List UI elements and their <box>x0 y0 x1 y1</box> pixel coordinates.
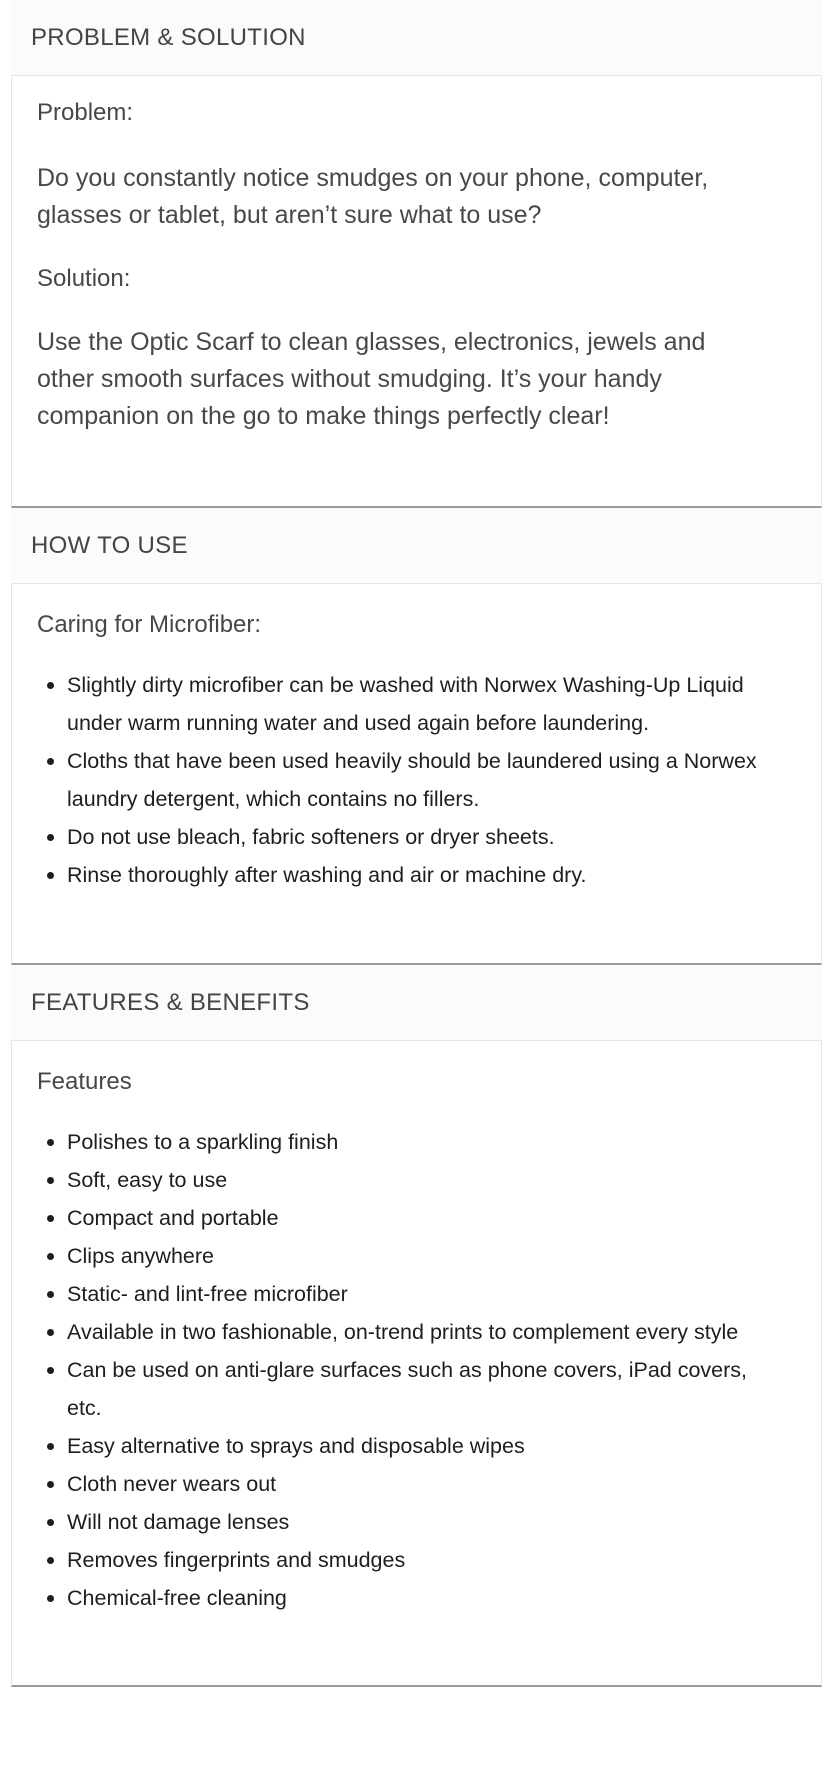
section-header-problem-solution[interactable] <box>11 0 822 75</box>
problem-text: Do you constantly notice smudges on your phone, computer, glasses or tablet, but aren’t sure what to use? <box>37 164 709 229</box>
list-item: Will not damage lenses <box>37 1503 757 1541</box>
list-item: Do not use bleach, fabric softeners or dryer sheets. <box>37 818 757 856</box>
solution-label: Solution: <box>37 265 131 292</box>
section-panel-features-benefits <box>11 1040 822 1687</box>
list-item: Polishes to a sparkling finish <box>37 1123 757 1161</box>
section-panel-problem-solution <box>11 75 822 508</box>
list-item: Easy alternative to sprays and disposable wipes <box>37 1427 757 1465</box>
section-panel-how-to-use <box>11 583 822 965</box>
list-item: Slightly dirty microfiber can be washed with Norwex Washing-Up Liquid under warm running water and used again before laundering. <box>37 666 757 742</box>
section-title: PROBLEM & SOLUTION <box>31 23 306 51</box>
features-subheading: Features <box>37 1068 132 1095</box>
section-title: FEATURES & BENEFITS <box>31 988 310 1016</box>
list-item: Static- and lint-free microfiber <box>37 1275 757 1313</box>
section-header-how-to-use[interactable] <box>11 508 822 583</box>
features-list <box>37 1123 757 1617</box>
caring-list <box>37 666 757 894</box>
list-item: Cloths that have been used heavily should be laundered using a Norwex laundry detergent, which contains no fillers. <box>37 742 757 818</box>
list-item: Compact and portable <box>37 1199 757 1237</box>
list-item: Chemical-free cleaning <box>37 1579 757 1617</box>
list-item: Soft, easy to use <box>37 1161 757 1199</box>
section-title: HOW TO USE <box>31 531 188 559</box>
caring-subheading: Caring for Microfiber: <box>37 611 262 638</box>
list-item: Removes fingerprints and smudges <box>37 1541 757 1579</box>
solution-text: Use the Optic Scarf to clean glasses, electronics, jewels and other smooth surfaces without smudging. It’s your handy companion on the go to make things perfectly clear! <box>37 328 706 430</box>
list-item: Clips anywhere <box>37 1237 757 1275</box>
list-item: Available in two fashionable, on-trend prints to complement every style <box>37 1313 757 1351</box>
problem-label: Problem: <box>37 99 134 126</box>
list-item: Rinse thoroughly after washing and air or machine dry. <box>37 856 757 894</box>
list-item: Cloth never wears out <box>37 1465 757 1503</box>
list-item: Can be used on anti-glare surfaces such as phone covers, iPad covers, etc. <box>37 1351 757 1427</box>
section-header-features-benefits[interactable] <box>11 965 822 1040</box>
